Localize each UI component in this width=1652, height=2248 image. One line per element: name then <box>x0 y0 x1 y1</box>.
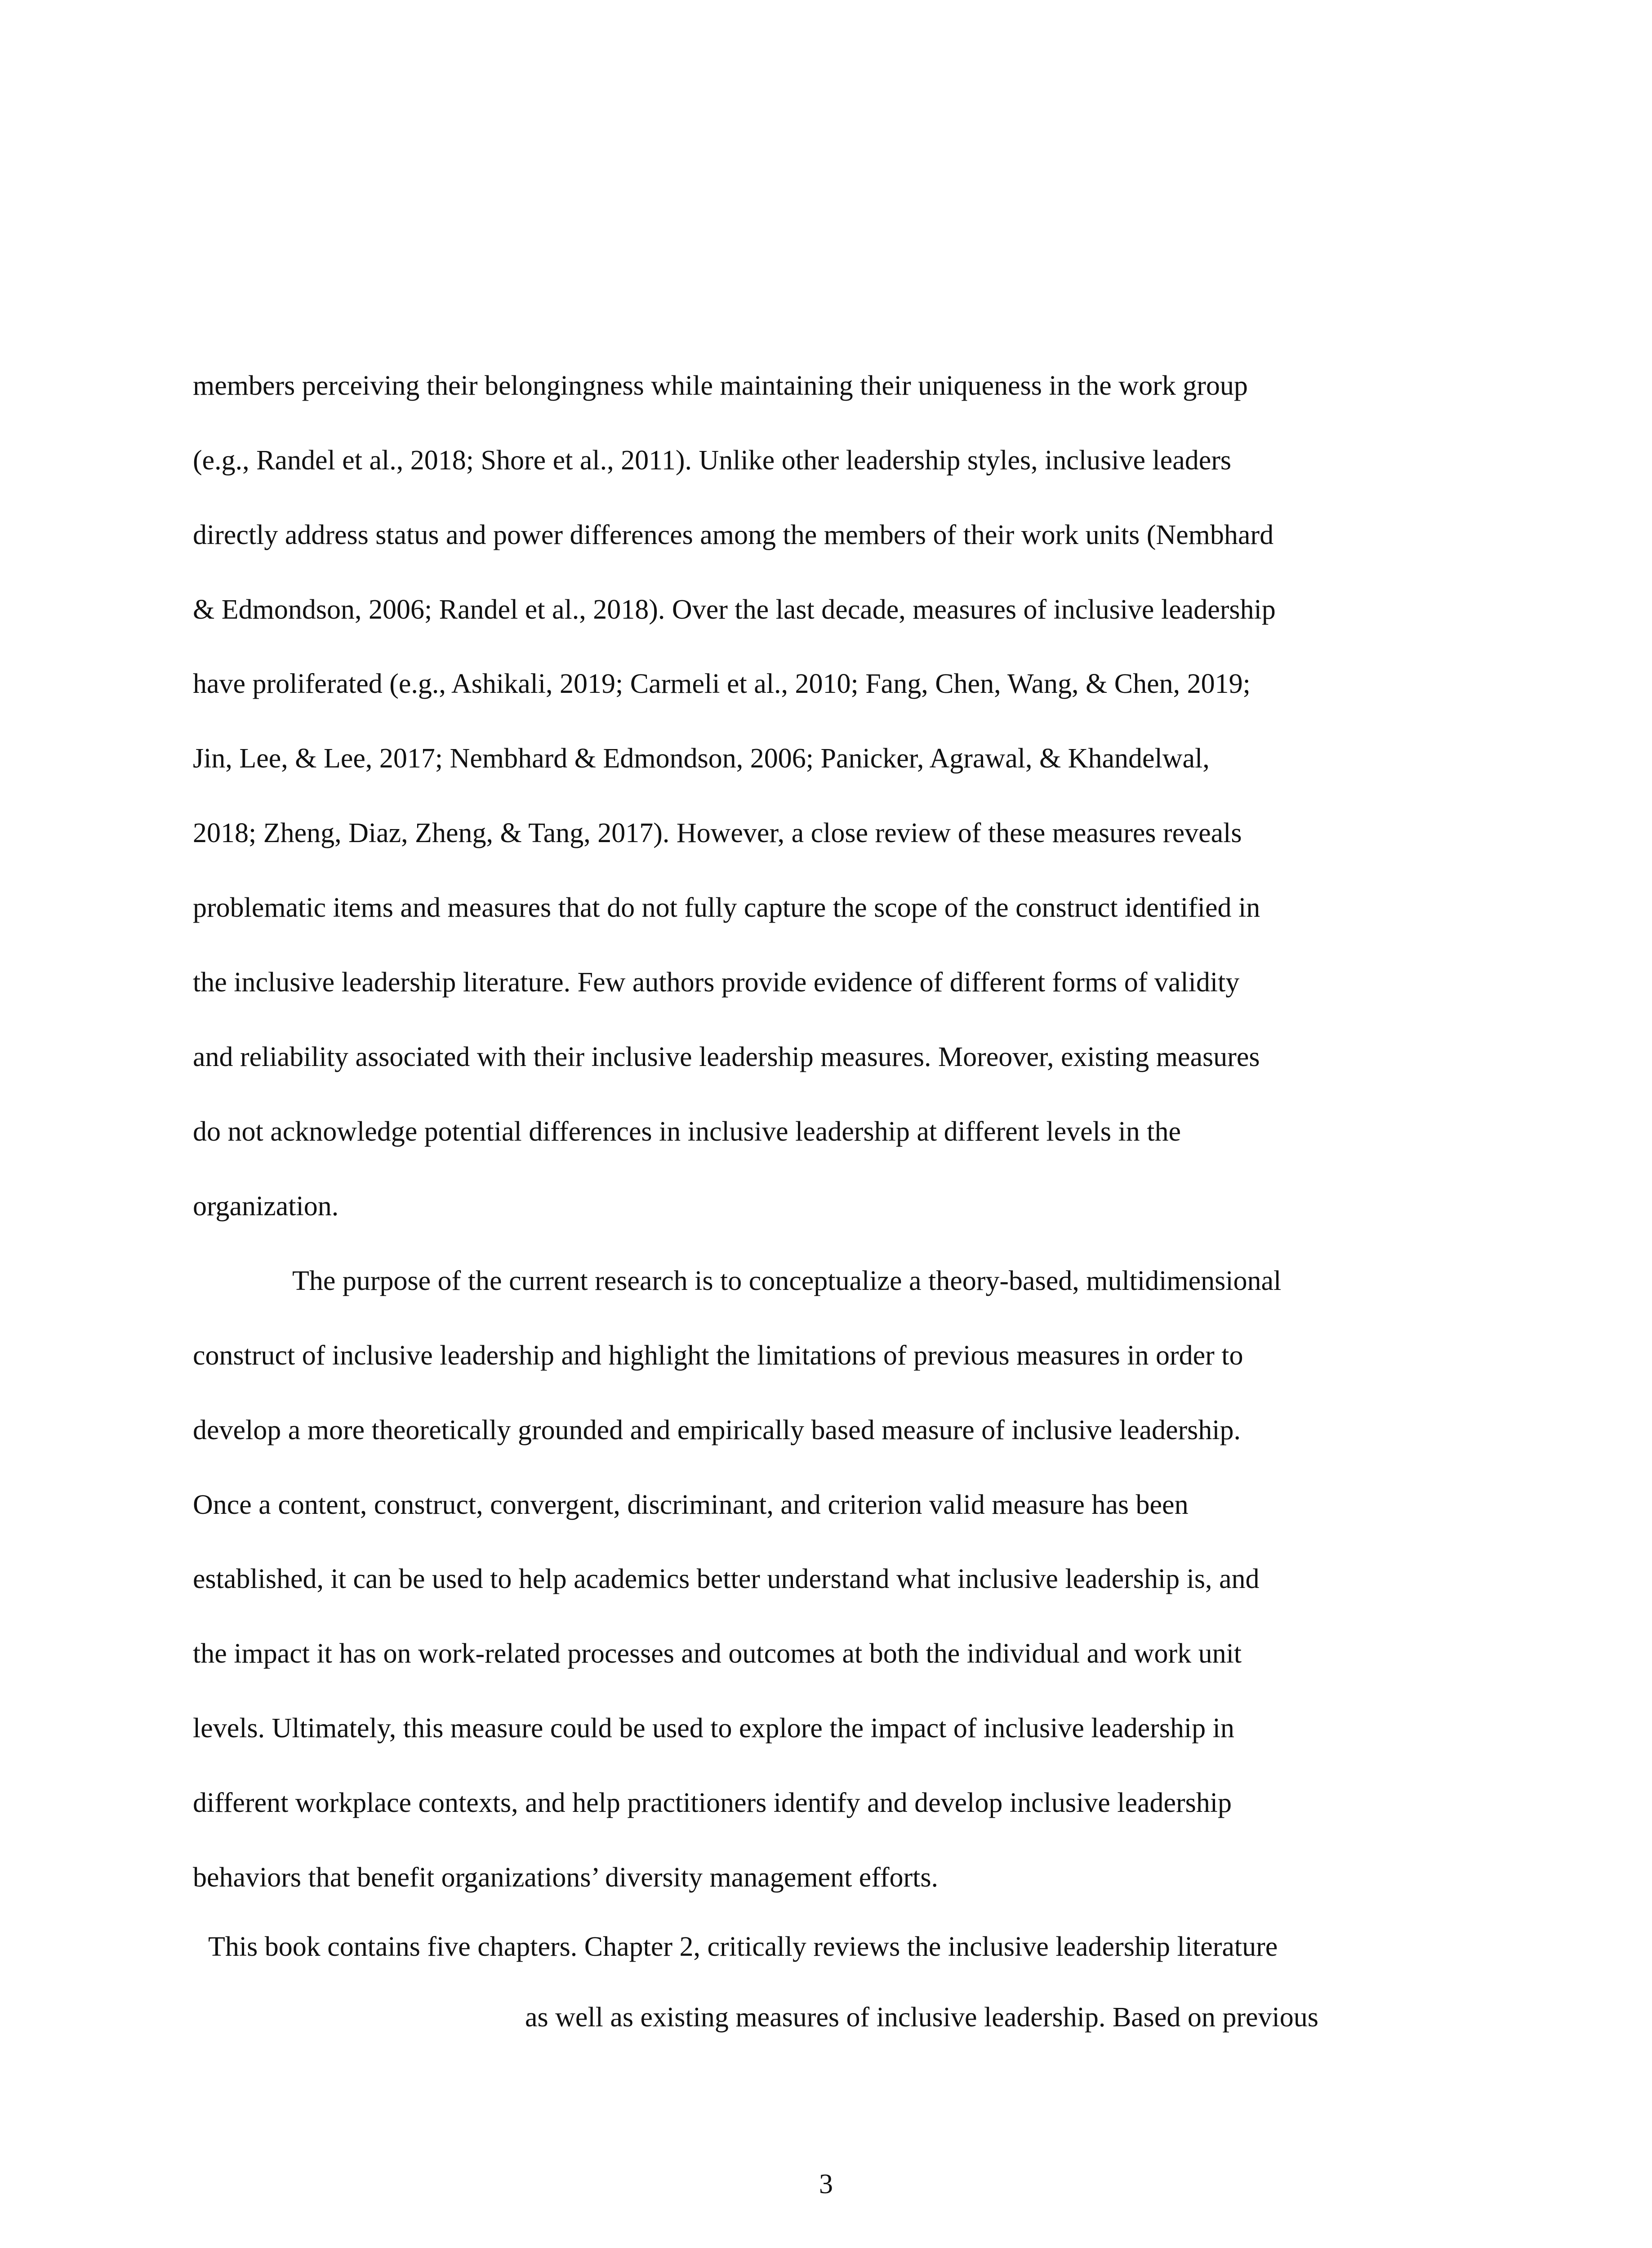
page-number: 3 <box>819 2169 833 2199</box>
text-line: This book contains five chapters. Chapter 2, critically reviews the inclusive leadership literature <box>208 1931 1278 1962</box>
text-line: do not acknowledge potential differences in inclusive leadership at different levels in the <box>193 1116 1181 1147</box>
text-line: and reliability associated with their inclusive leadership measures. Moreover, existing measures <box>193 1042 1260 1072</box>
text-line: different workplace contexts, and help practitioners identify and develop inclusive leadership <box>193 1788 1232 1818</box>
text-line: Once a content, construct, convergent, discriminant, and criterion valid measure has been <box>193 1490 1189 1520</box>
text-line: the inclusive leadership literature. Few authors provide evidence of different forms of validity <box>193 967 1240 998</box>
text-line: organization. <box>193 1191 339 1222</box>
text-line: 2018; Zheng, Diaz, Zheng, & Tang, 2017). However, a close review of these measures reveals <box>193 818 1242 848</box>
text-line: problematic items and measures that do not fully capture the scope of the construct identified in <box>193 892 1260 923</box>
text-line: behaviors that benefit organizations’ diversity management efforts. <box>193 1862 938 1893</box>
text-line: levels. Ultimately, this measure could be used to explore the impact of inclusive leadership in <box>193 1713 1234 1744</box>
text-line: the impact it has on work-related processes and outcomes at both the individual and work unit <box>193 1638 1242 1669</box>
text-line: develop a more theoretically grounded and empirically based measure of inclusive leadership. <box>193 1415 1241 1445</box>
text-line: Jin, Lee, & Lee, 2017; Nembhard & Edmondson, 2006; Panicker, Agrawal, & Khandelwal, <box>193 743 1210 774</box>
text-line: & Edmondson, 2006; Randel et al., 2018). Over the last decade, measures of inclusive leadership <box>193 594 1276 625</box>
text-line: members perceiving their belongingness while maintaining their uniqueness in the work group <box>193 370 1248 401</box>
text-line: construct of inclusive leadership and highlight the limitations of previous measures in order to <box>193 1340 1243 1371</box>
text-line: (e.g., Randel et al., 2018; Shore et al., 2011). Unlike other leadership styles, inclusive leaders <box>193 445 1232 476</box>
text-line: have proliferated (e.g., Ashikali, 2019; Carmeli et al., 2010; Fang, Chen, Wang, & Chen, 2019; <box>193 669 1251 699</box>
text-line: established, it can be used to help academics better understand what inclusive leadership is, and <box>193 1564 1260 1594</box>
text-line: The purpose of the current research is to conceptualize a theory-based, multidimensional <box>292 1266 1282 1296</box>
text-line: as well as existing measures of inclusive leadership. Based on previous <box>525 2002 1318 2033</box>
text-line: directly address status and power differences among the members of their work units (Nembhard <box>193 520 1274 550</box>
